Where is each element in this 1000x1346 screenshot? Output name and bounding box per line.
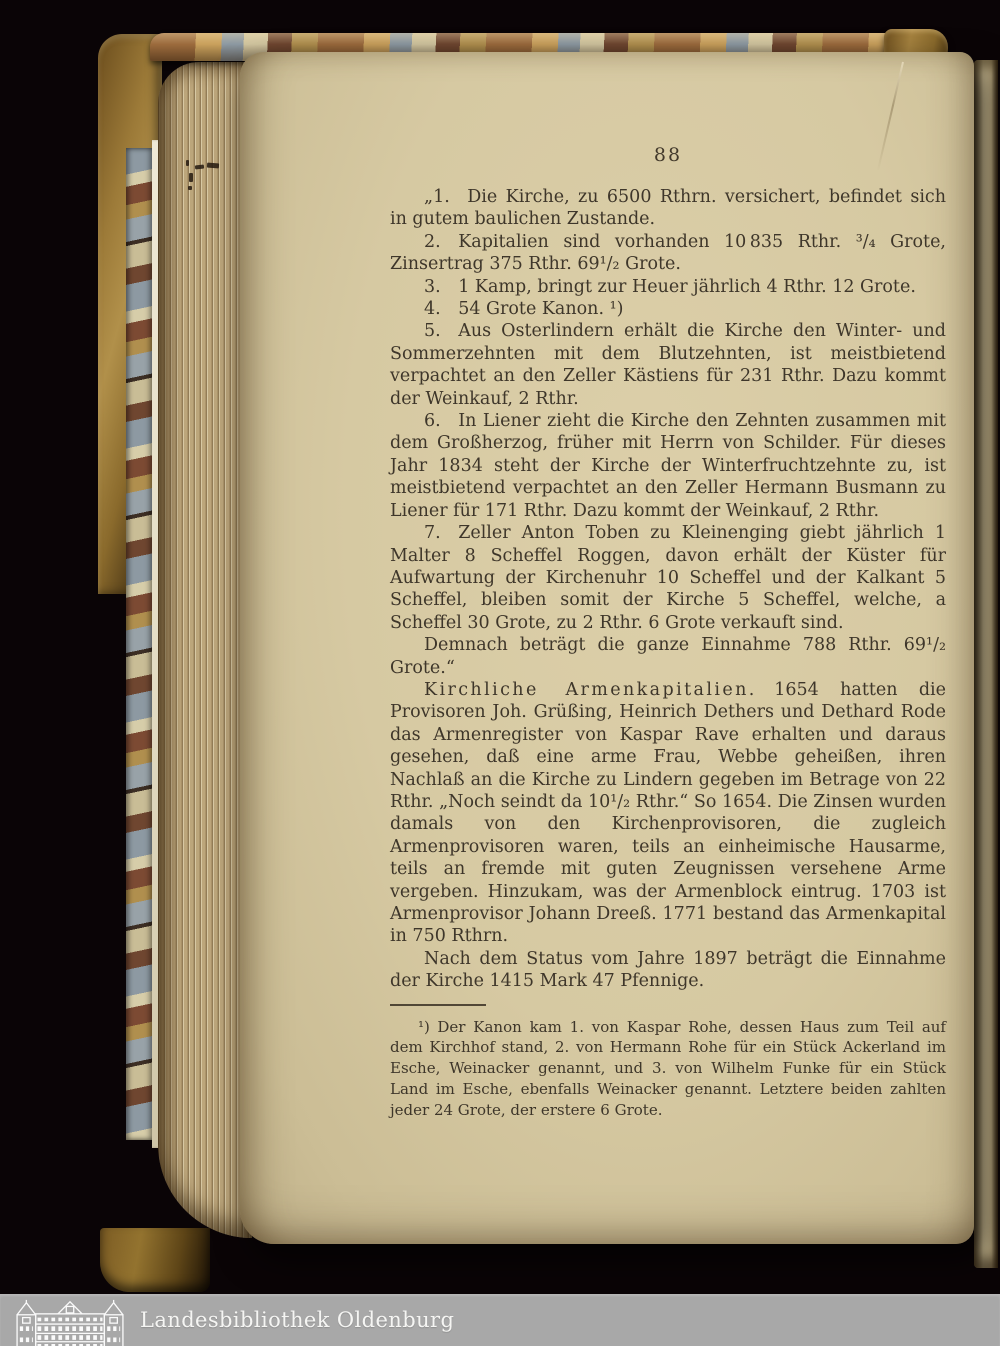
paragraph-text: 4. 54 Grote Kanon. ¹) — [424, 299, 624, 320]
facing-page-edge-right — [974, 60, 998, 1268]
ink-speck — [189, 173, 193, 182]
paragraph — [390, 634, 946, 679]
paragraph-text: 5. Aus Osterlindern erhält die Kirche den Winter- und Sommerzehnten mit dem Blutzehnten, ist meistbietend verpachtet an den Zeller Kästiens für 231 Rthr. Dazu kommt der Weinkauf, 2 Rthr. — [390, 321, 946, 409]
page-edge-stack — [158, 62, 252, 1238]
ink-speck — [207, 163, 219, 169]
library-name: Landesbibliothek Oldenburg — [140, 1308, 455, 1332]
paragraph — [390, 186, 946, 231]
paragraph — [390, 231, 946, 276]
paragraph — [390, 298, 946, 320]
paragraph-text: „1. Die Kirche, zu 6500 Rthrn. versichert, befindet sich in gutem baulichen Zustande. — [390, 187, 946, 230]
paragraph — [390, 276, 946, 298]
footnote: ¹) Der Kanon kam 1. von Kaspar Rohe, dessen Haus zum Teil auf dem Kirchhof stand, 2. von Hermann Rohe für ein Stück Ackerland im Esche, Weinacker genannt, und 3. von Wilhelm Funke für ein Stück Land im Esche, ebenfalls Weinacker genannt. Letztere beiden zahlten jeder 24 Grote, der erstere 6 Grote. — [390, 1017, 946, 1119]
paragraph — [390, 320, 946, 410]
library-building-icon — [14, 1299, 126, 1346]
paragraph — [390, 679, 946, 948]
paragraph-emphasis: Kirchliche Armenkapitalien. — [424, 679, 757, 700]
paragraph-text: 6. In Liener zieht die Kirche den Zehnten zusammen mit dem Großherzog, früher mit Herrn von Schilder. Für dieses Jahr 1834 steht der Kirche der Winterfruchtzehnte zu, ist meistbietend verpachtet an den Zeller Hermann Busmann zu Liener für 171 Rthr. Dazu kommt der Weinkauf, 2 Rthr. — [390, 411, 946, 521]
paragraph-text: 3. 1 Kamp, bringt zur Heuer jährlich 4 Rthr. 12 Grote. — [424, 276, 916, 297]
library-footer-bar — [0, 1294, 1000, 1346]
paragraph — [390, 522, 946, 634]
ink-speck — [186, 160, 189, 166]
footnote-rule — [390, 1004, 486, 1006]
ink-speck — [188, 186, 192, 190]
page-text-column — [390, 186, 946, 1121]
leather-cover-bottom-left — [100, 1228, 210, 1292]
page-number: 88 — [653, 144, 683, 166]
paragraph-text: 2. Kapitalien sind vorhanden 10 835 Rthr. ³/₄ Grote, Zinsertrag 375 Rthr. 69¹/₂ Grote. — [390, 231, 946, 275]
paragraph-text: Nach dem Status vom Jahre 1897 beträgt die Einnahme der Kirche 1415 Mark 47 Pfennige. — [390, 948, 946, 992]
marbled-endpaper-strip — [126, 148, 154, 1140]
paragraph-text: 1654 hatten die Provisoren Joh. Grüßing, Heinrich Dethers und Dethard Rode das Armenregister von Kaspar Rave erhalten und daraus gesehen, daß eine arme Frau, Webbe geheißen, ihren Nachlaß an die Kirche zu Lindern gegeben im Betrage von 22 Rthr. „Noch seindt da 10¹/₂ Rthr.“ So 1654. Die Zinsen wurden damals von den Kirchenprovisoren, die zugleich Armenprovisoren waren, teils an einheimische Hausarme, teils an fremde mit guten Zeugnissen versehene Arme vergeben. Hinzukam, was der Armenblock eintrug. 1703 ist Armenprovisor Johann Dreeß. 1771 bestand das Armenkapital in 750 Rthrn. — [390, 679, 946, 947]
paragraph-text: 7. Zeller Anton Toben zu Kleinenging giebt jährlich 1 Malter 8 Scheffel Roggen, davon erhält der Küster für Aufwartung der Kirchenuhr 10 Scheffel und der Kalkant 5 Scheffel, bleiben somit der Kirche 5 Scheffel, welche, a Scheffel 30 Grote, zu 2 Rthr. 6 Grote verkauft sind. — [390, 523, 946, 633]
book-page — [240, 52, 974, 1244]
paragraph — [390, 410, 946, 522]
paragraph — [390, 948, 946, 993]
paragraph-text: Demnach beträgt die ganze Einnahme 788 Rthr. 69¹/₂ Grote.“ — [390, 635, 946, 678]
